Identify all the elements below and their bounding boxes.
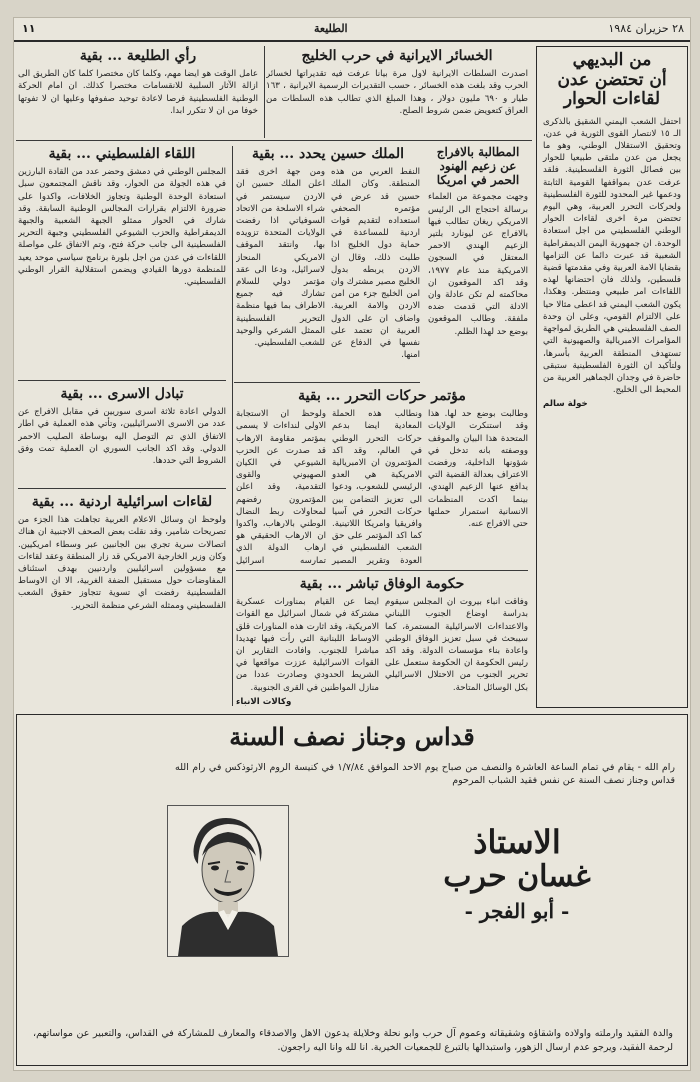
- aden-signature: خولة سالم: [543, 399, 588, 410]
- newspaper-page: [14, 18, 690, 1070]
- king-headline: الملك حسين يحدد ... بقية: [251, 146, 405, 162]
- paper-name: الطليعة: [314, 22, 348, 35]
- meetings-headline: لقاءات اسرائيلية اردنية ... بقية: [31, 494, 213, 510]
- memorial-notice: [16, 714, 688, 1066]
- name-block: [387, 825, 647, 923]
- memorial-notice-text: رام الله - يقام في تمام الساعة العاشرة والنصف من صباح يوم الاحد الموافق ١/٧/٨٤ في كنيسة الروم الارثوذكس في رام الله قداس وجناز نصف السنة عن نفس فقيد الشباب المرحوم: [175, 762, 675, 787]
- deceased-title: الاستاذ: [473, 823, 561, 861]
- release-continuation: وطالبت بوضع حد لها. هذا وقد استنكرت الولايات المتحدة هذا البيان والموقف ووصفته بانه تدخل في شؤونها الداخلية، ورفضت الاعتراف بعدالة القضية التي يدافع عنها الزعيم الهندي، بينما اكدت المنظمات الانسانية استمرار حملتها حتى الافراج عنه.: [428, 409, 528, 529]
- government-article: [236, 576, 528, 708]
- government-body-a: وفاقت انباء بيروت ان المجلس سيقوم بدراسة اوضاع الجنوب اللبناني والاعتداءات الاسرائيلية المستمرة، كما سيبحث في سبل تعزيز الوفاق الوطني واعادة بناء مؤسسات الدولة. وقد اكد رئيس الحكومة ان الحكومة ستعمل على تحرير الجنوب من الاحتلال الاسرائيلي بكل الوسائل المتاحة.: [385, 597, 528, 693]
- conference-body-b: ولوحظ ان الاستجابة الاولى لنداءات لا يسمى بمؤتمر مقاومة الارهاب قد صدرت عن الحزب الشيوعي في الكيان الصهيوني والقوى التقدمية، وقد اعلن المؤتمرون رفضهم لمحاولات ربط النضال الوطني بالارهاب، واكدوا ان الارهاب الحقيقي هو ارهاب الدولة الذي تمارسه اسرائيل: [236, 409, 326, 566]
- aden-article: [536, 46, 688, 708]
- release-body: وجهت مجموعة من العلماء برسالة احتجاج الى الرئيس الامريكي ريغان تطالب فيها بالافراج عن ليونارد بلتير الزعيم الهندي الاحمر المعتقل في السجون الامريكية منذ عام ١٩٧٧، وقد اكد الموقعون ان محاكمته لم تكن عادلة وان الادلة التي قدمت ضده ملفقة. وطالب الموقعون بوضع حد لهذا الظلم.: [428, 192, 528, 337]
- conference-article: [236, 388, 528, 566]
- government-headline: حكومة الوفاق تباشر ... بقية: [299, 576, 465, 592]
- conference-headline: مؤتمر حركات التحرر ... بقية: [298, 388, 466, 404]
- talks-body: المجلس الوطني في دمشق وحضر عدد من القادة البارزين في هذه الجولة من الحوار، وقد ناقش المجتمعون سبل استعادة الوحدة الوطنية وتجاوز الخلافات، واكدوا على ضرورة الالتزام بقرارات المجالس الوطنية السابقة. وقد شارك في الحوار ممثلو الجبهة الشعبية والجبهة الديمقراطية والحزب الشيوعي الفلسطيني وجبهة التحرير الفلسطينية الى جانب حركة فتح، وتم الاتفاق على مواصلة اللقاءات في عدن من اجل بلورة برنامج سياسي موحد يعيد للمنظمة دورها القيادي ويضمن استقلالية القرار الوطني الفلسطيني.: [18, 167, 226, 287]
- meetings-body: ولوحظ ان وسائل الاعلام العربية تجاهلت هذا الجزء من تصريحات شامير، وقد نقلت بعض الصحف الاجنبية ان هناك اتصالات سرية تجري بين الجانبين عبر وسطاء امريكيين. وكان وزير الخارجية الامريكي قد زار المنطقة وعقد لقاءات مع مسؤولين اسرائيليين واردنيين بهدف استئناف المفاوضات حول مستقبل الضفة الغربية، الا ان الاوساط الفلسطينية رفضت اي تسوية تتجاوز حقوق الشعب الفلسطيني وممثله الشرعي منظمة التحرير.: [18, 515, 226, 611]
- page-header: [14, 18, 690, 42]
- prisoner-body: الدولي اعادة ثلاثة اسرى سوريين في مقابل الافراج عن عدد من الاسرى الاسرائيليين، وتأتي هذه العملية في اطار الاتفاق الذي تم التوصل اليه بوساطة الصليب الاحمر الدولي. وقد اكد الجانب السوري ان العملية تمت وفق الشروط التي حددها.: [18, 407, 226, 466]
- aden-headline: أن تحتضن عدن لقاءات الحوار: [557, 69, 667, 110]
- iran-headline: الخسائر الايرانية في حرب الخليج: [301, 48, 493, 64]
- memorial-footer: والدة الفقيد وارملته واولاده واشقاؤه وشقيقاته وعموم آل حرب وابو نحلة وخلايلة يدعون الاهل والاصدقاء والمعارف للمشاركة في القداس، والتعبير عن مواساتهم، لرحمة الفقيد، ويرجو عدم ارسال الزهور، واستبدالها بالتبرع للجمعيات الخيرية. انا لله وانا اليه راجعون.: [33, 1027, 673, 1053]
- government-signature: وكالات الانباء: [236, 696, 292, 707]
- memorial-headline: قداس وجناز نصف السنة: [229, 722, 475, 751]
- issue-date: ٢٨ حزيران ١٩٨٤: [608, 22, 684, 35]
- aden-body: احتفل الشعب اليمني الشقيق بالذكرى الـ ١٥ لانتصار القوى الثورية في عدن، وتحقيق الاستقلال الوطني، وهو ما يجعل من عدن ملتقى طبيعيا للحوار بين فصائل الثورة الفلسطينية. فلقد عرفت عدن بمواقفها القومية الثابتة ودعمها غير المحدود للثورة الفلسطينية ولحركات التحرر العربية، وهي اليوم تحتضن مرة اخرى لقاءات الحوار الوطني الفلسطيني من اجل استعادة الوحدة. ان جمهورية اليمن الديمقراطية الشعبية قد عبرت دائما عن التزامها بقضايا الامة العربية وفي مقدمتها قضية فلسطين، ولذلك فان احتضانها لهذه اللقاءات امر طبيعي ومنتظر. وهكذا، يكون الشعب اليمني قد اعطى مثالا حيا على الالتزام القومي، وعلى ان وحدة الصف الفلسطيني هي الطريق لمواجهة المؤامرات الامبريالية والصهيونية التي تستهدف المنطقة العربية بأسرها، ولتأكيد ان الثورة الفلسطينية ستبقى حاضرة في وجدان الجماهير العربية من المحيط الى الخليج.: [543, 116, 681, 396]
- deceased-nickname: - أبو الفجر -: [464, 898, 570, 923]
- iran-body: اصدرت السلطات الايرانية لاول مرة بيانا عرفت فيه تقديراتها لخسائر الحرب وقد بلغت هذه الخسائر ، حسب التقديرات الرسمية الايرانية ، ١٦٣ طيار و ٦٩٠ مليون دولار ، وهذا المبلغ الذي تطالب هذه السلطات من العراق كتعويض ضمن شروط الصلح.: [266, 69, 528, 116]
- opinion-body: عامل الوقت هو ايضا مهم، وكلما كان مختصرا كلما كان الطريق الى ازالة الآثار السلبية للانقسامات مختصرا كذلك. ان امام الحركة الوطنية الفلسطينية فرصا لاعادة توحيد صفوفها وعليها ان لا تفوتها خوفا من ان لا تتكرر ابدا.: [18, 69, 258, 116]
- aden-kicker: من البديهي: [572, 50, 652, 70]
- government-body-b: ايضا عن القيام بمناورات عسكرية مشتركة في شمال اسرائيل مع القوات الامريكية، وقد اثارت هذه المناورات قلق الاوساط اللبنانية التي رأت فيها تهديدا مباشرا للجنوب. وافادت التقارير ان القوات الاسرائيلية عززت مواقعها في الشريط الحدودي وصادرت عددا من منازل المواطنين في القرى الجنوبية.: [236, 597, 379, 693]
- page-number: ١١: [22, 22, 36, 35]
- prisoner-headline: تبادل الاسرى ... بقية: [60, 386, 184, 402]
- meetings-article: [18, 494, 226, 706]
- opinion-article: [18, 46, 258, 138]
- prisoner-article: [18, 386, 226, 484]
- king-body-a: النفط العربي من هذه المنطقة. وكان الملك حسين قد عرض في مؤتمره الصحفي استعداده لتقديم قوات اردنية للمساعدة في حماية دول الخليج اذا طلبت ذلك، وقال ان الاردن يربطه بدول الخليج مصير مشترك وان امن الخليج جزء من امن الاردن والامة العربية. واضاف ان على الدول العربية ان تعتمد على نفسها في الدفاع عن امنها.: [331, 167, 420, 361]
- king-body-b: ومن جهة اخرى فقد اعلن الملك حسين ان الاردن سيستمر في شراء الاسلحة من الاتحاد السوفياتي اذا رفضت الولايات المتحدة تزويده بها، وانتقد الموقف الامريكي المنحاز لاسرائيل، ودعا الى عقد مؤتمر دولي للسلام تشارك فيه جميع الاطراف بما فيها منظمة التحرير الفلسطينية الممثل الشرعي والوحيد للشعب الفلسطيني.: [236, 167, 325, 348]
- release-headline: المطالبة بالافراج عن زعيم الهنود الحمر في امريكا: [436, 146, 520, 187]
- portrait-image: [168, 806, 288, 956]
- talks-headline: اللقاء الفلسطيني ... بقية: [48, 146, 196, 162]
- talks-article: [18, 146, 226, 376]
- iran-losses-article: [266, 46, 528, 138]
- conference-body-a: ونطالب هذه الحملة المعادية ايضا بدعم حركات التحرر الوطني في العالم، وقد اكد المؤتمرون ان الامبريالية الامريكية هي العدو الرئيسي للشعوب، ودعوا الى تعزيز التضامن بين حركات التحرر في آسيا وافريقيا وامريكا اللاتينية. كما اكد المؤتمر على حق الشعب الفلسطيني في العودة وتقرير المصير: [332, 409, 422, 566]
- portrait-photo: [167, 805, 289, 957]
- deceased-name: غسان حرب: [443, 859, 591, 895]
- king-article: [236, 146, 420, 378]
- opinion-headline: رأي الطليعة ... بقية: [79, 48, 197, 64]
